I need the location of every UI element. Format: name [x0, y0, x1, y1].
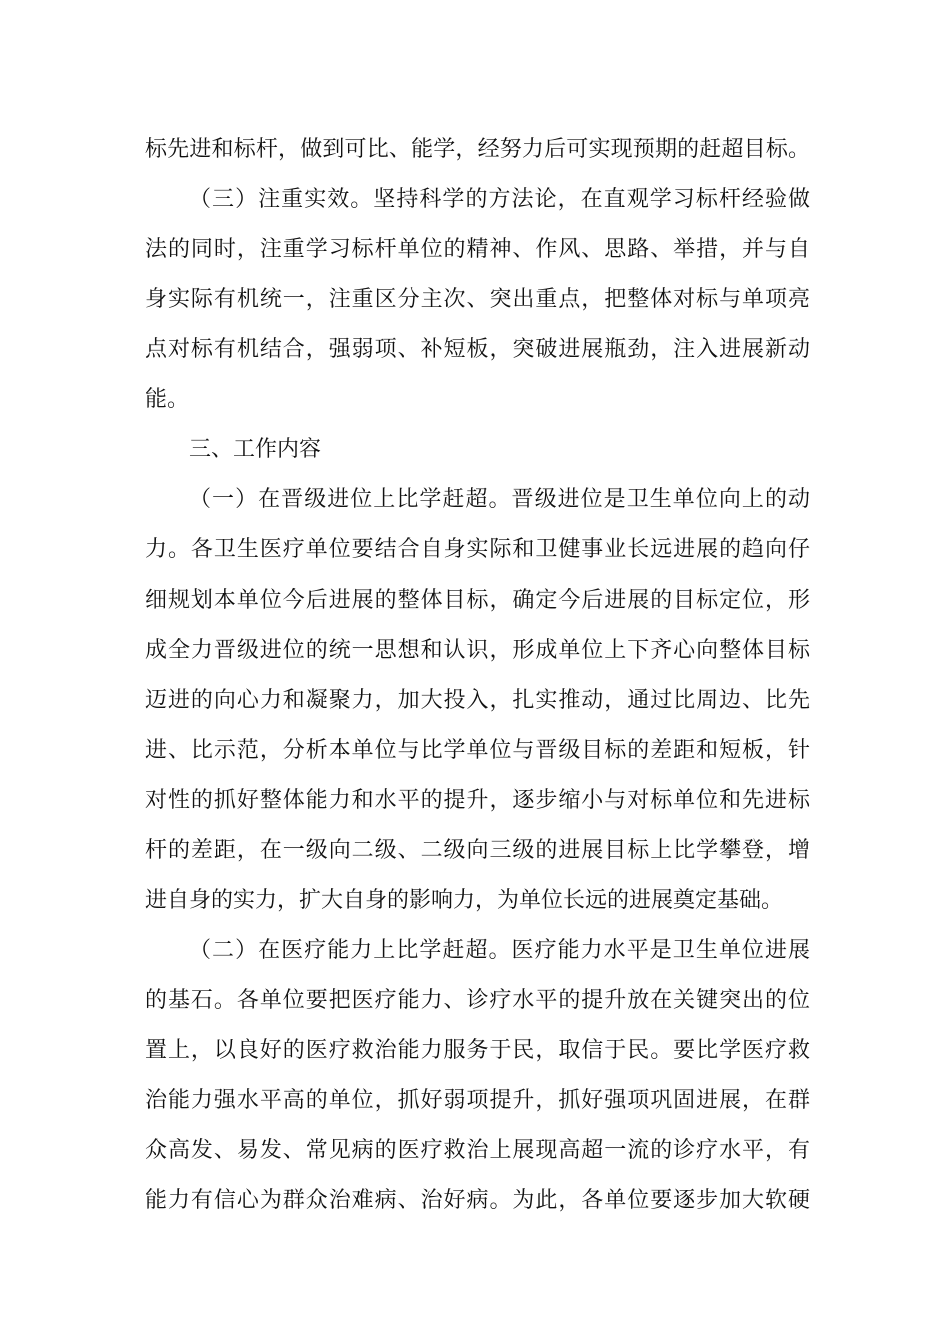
text-line: 进、比示范，分析本单位与比学单位与晋级目标的差距和短板，针 [145, 738, 810, 763]
paragraph-heading-line: （一）在晋级进位上比学赶超。晋级进位是卫生单位向上的动 [189, 487, 810, 512]
text-line: 对性的抓好整体能力和水平的提升，逐步缩小与对标单位和先进标 [145, 788, 810, 813]
text-line: 置上，以良好的医疗救治能力服务于民，取信于民。要比学医疗救 [145, 1038, 810, 1063]
text-line: 杆的差距，在一级向二级、二级向三级的进展目标上比学攀登，增 [145, 838, 810, 863]
text-line: 众高发、易发、常见病的医疗救治上展现高超一流的诊疗水平，有 [145, 1138, 810, 1163]
paragraph-heading-line: （二）在医疗能力上比学赶超。医疗能力水平是卫生单位进展 [189, 938, 810, 963]
text-line: 力。各卫生医疗单位要结合自身实际和卫健事业长远进展的趋向仔 [145, 537, 810, 562]
text-line: 法的同时，注重学习标杆单位的精神、作风、思路、举措，并与自 [145, 237, 810, 262]
text-line: 治能力强水平高的单位，抓好弱项提升，抓好强项巩固进展，在群 [145, 1088, 810, 1113]
text-line: 标先进和标杆，做到可比、能学，经努力后可实现预期的赶超目标。 [145, 137, 810, 162]
text-line: 细规划本单位今后进展的整体目标，确定今后进展的目标定位，形 [145, 588, 810, 613]
text-line: 进自身的实力，扩大自身的影响力，为单位长远的进展奠定基础。 [145, 888, 784, 913]
paragraph-heading-line: （三）注重实效。坚持科学的方法论，在直观学习标杆经验做 [189, 187, 810, 212]
text-line: 成全力晋级进位的统一思想和认识，形成单位上下齐心向整体目标 [145, 638, 810, 663]
text-line: 的基石。各单位要把医疗能力、诊疗水平的提升放在关键突出的位 [145, 988, 810, 1013]
text-line: 迈进的向心力和凝聚力，加大投入，扎实推动，通过比周边、比先 [145, 688, 810, 713]
text-line: 能。 [145, 387, 190, 412]
text-line: 点对标有机结合，强弱项、补短板，突破进展瓶劲，注入进展新动 [145, 337, 810, 362]
section-heading: 三、工作内容 [189, 437, 322, 462]
text-line: 身实际有机统一，注重区分主次、突出重点，把整体对标与单项亮 [145, 287, 810, 312]
text-line: 能力有信心为群众治难病、治好病。为此，各单位要逐步加大软硬 [145, 1188, 810, 1213]
